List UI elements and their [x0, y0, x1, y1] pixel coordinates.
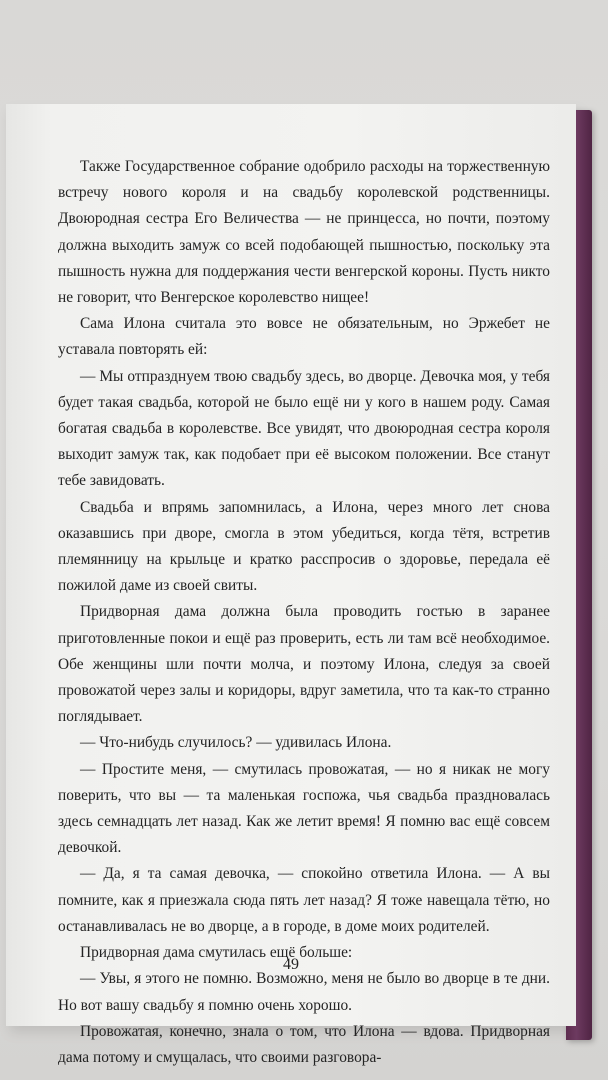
paragraph: Придворная дама должна была проводить гостью в заранее приготовленные покои и ещё раз проверить, есть ли там всё необходимое. Обе женщины шли почти молча, и поэтому Илона, следуя за своей провожатой через залы и коридоры, вдруг заметила, что та как-то странно поглядывает. — [58, 603, 550, 726]
paragraph: — Что-нибудь случилось? — удивилась Илона. — [80, 734, 392, 752]
paragraph: — Да, я та самая девочка, — спокойно ответила Илона. — А вы помните, как я приезжала сюда пять лет назад? Я тоже навещала тётю, но останавливалась не во дворце, а в городе, в доме моих родителей. — [58, 865, 550, 935]
paragraph: Сама Илона считала это вовсе не обязательным, но Эржебет не уставала повторять ей: — [58, 315, 550, 359]
book-page — [6, 104, 576, 1066]
paragraph: Также Государственное собрание одобрило расходы на торжественную встречу нового короля и на свадьбу королевской родственницы. Двоюродная сестра Его Величества — не принцесса, но почти, поэтому должна выходить замуж со всей подобающей пышностью, поскольку эта пышность нужна для поддержания чести венгерской короны. Пусть никто не говорит, что Венгерское королевство нищее! — [58, 158, 550, 307]
paragraph: Придворная дама смутилась ещё больше: — [80, 944, 353, 962]
paragraph: — Простите меня, — смутилась провожатая, — но я никак не могу поверить, что вы — та маленькая госпожа, чья свадьба праздновалась здесь семнадцать лет назад. Как же летит время! Я помню вас ещё совсем девочкой. — [58, 760, 550, 857]
page-number: 49 — [283, 956, 299, 973]
paragraph: Свадьба и впрямь запомнилась, а Илона, через много лет снова оказавшись при дворе, смогла в этом убедиться, когда тётя, встретив племянницу на крыльце и кратко расспросив о здоровье, передала её пожилой даме из своей свиты. — [58, 498, 550, 595]
paragraph: Провожатая, конечно, знала о том, что Илона — вдова. Придворная дама потому и смущалась, что своими разговора- — [58, 1022, 550, 1066]
page-text — [58, 154, 550, 1071]
paragraph: — Увы, я этого не помню. Возможно, меня не было во дворце в те дни. Но вот вашу свадьбу я помню очень хорошо. — [58, 970, 550, 1014]
paragraph: — Мы отпразднуем твою свадьбу здесь, во дворце. Девочка моя, у тебя будет такая свадьба, которой не было ещё ни у кого в нашем роду. Самая богатая свадьба в королевстве. Все увидят, что двоюродная сестра короля выходит замуж так, как подобает при её высоком положении. Все станут тебе завидовать. — [58, 367, 550, 490]
